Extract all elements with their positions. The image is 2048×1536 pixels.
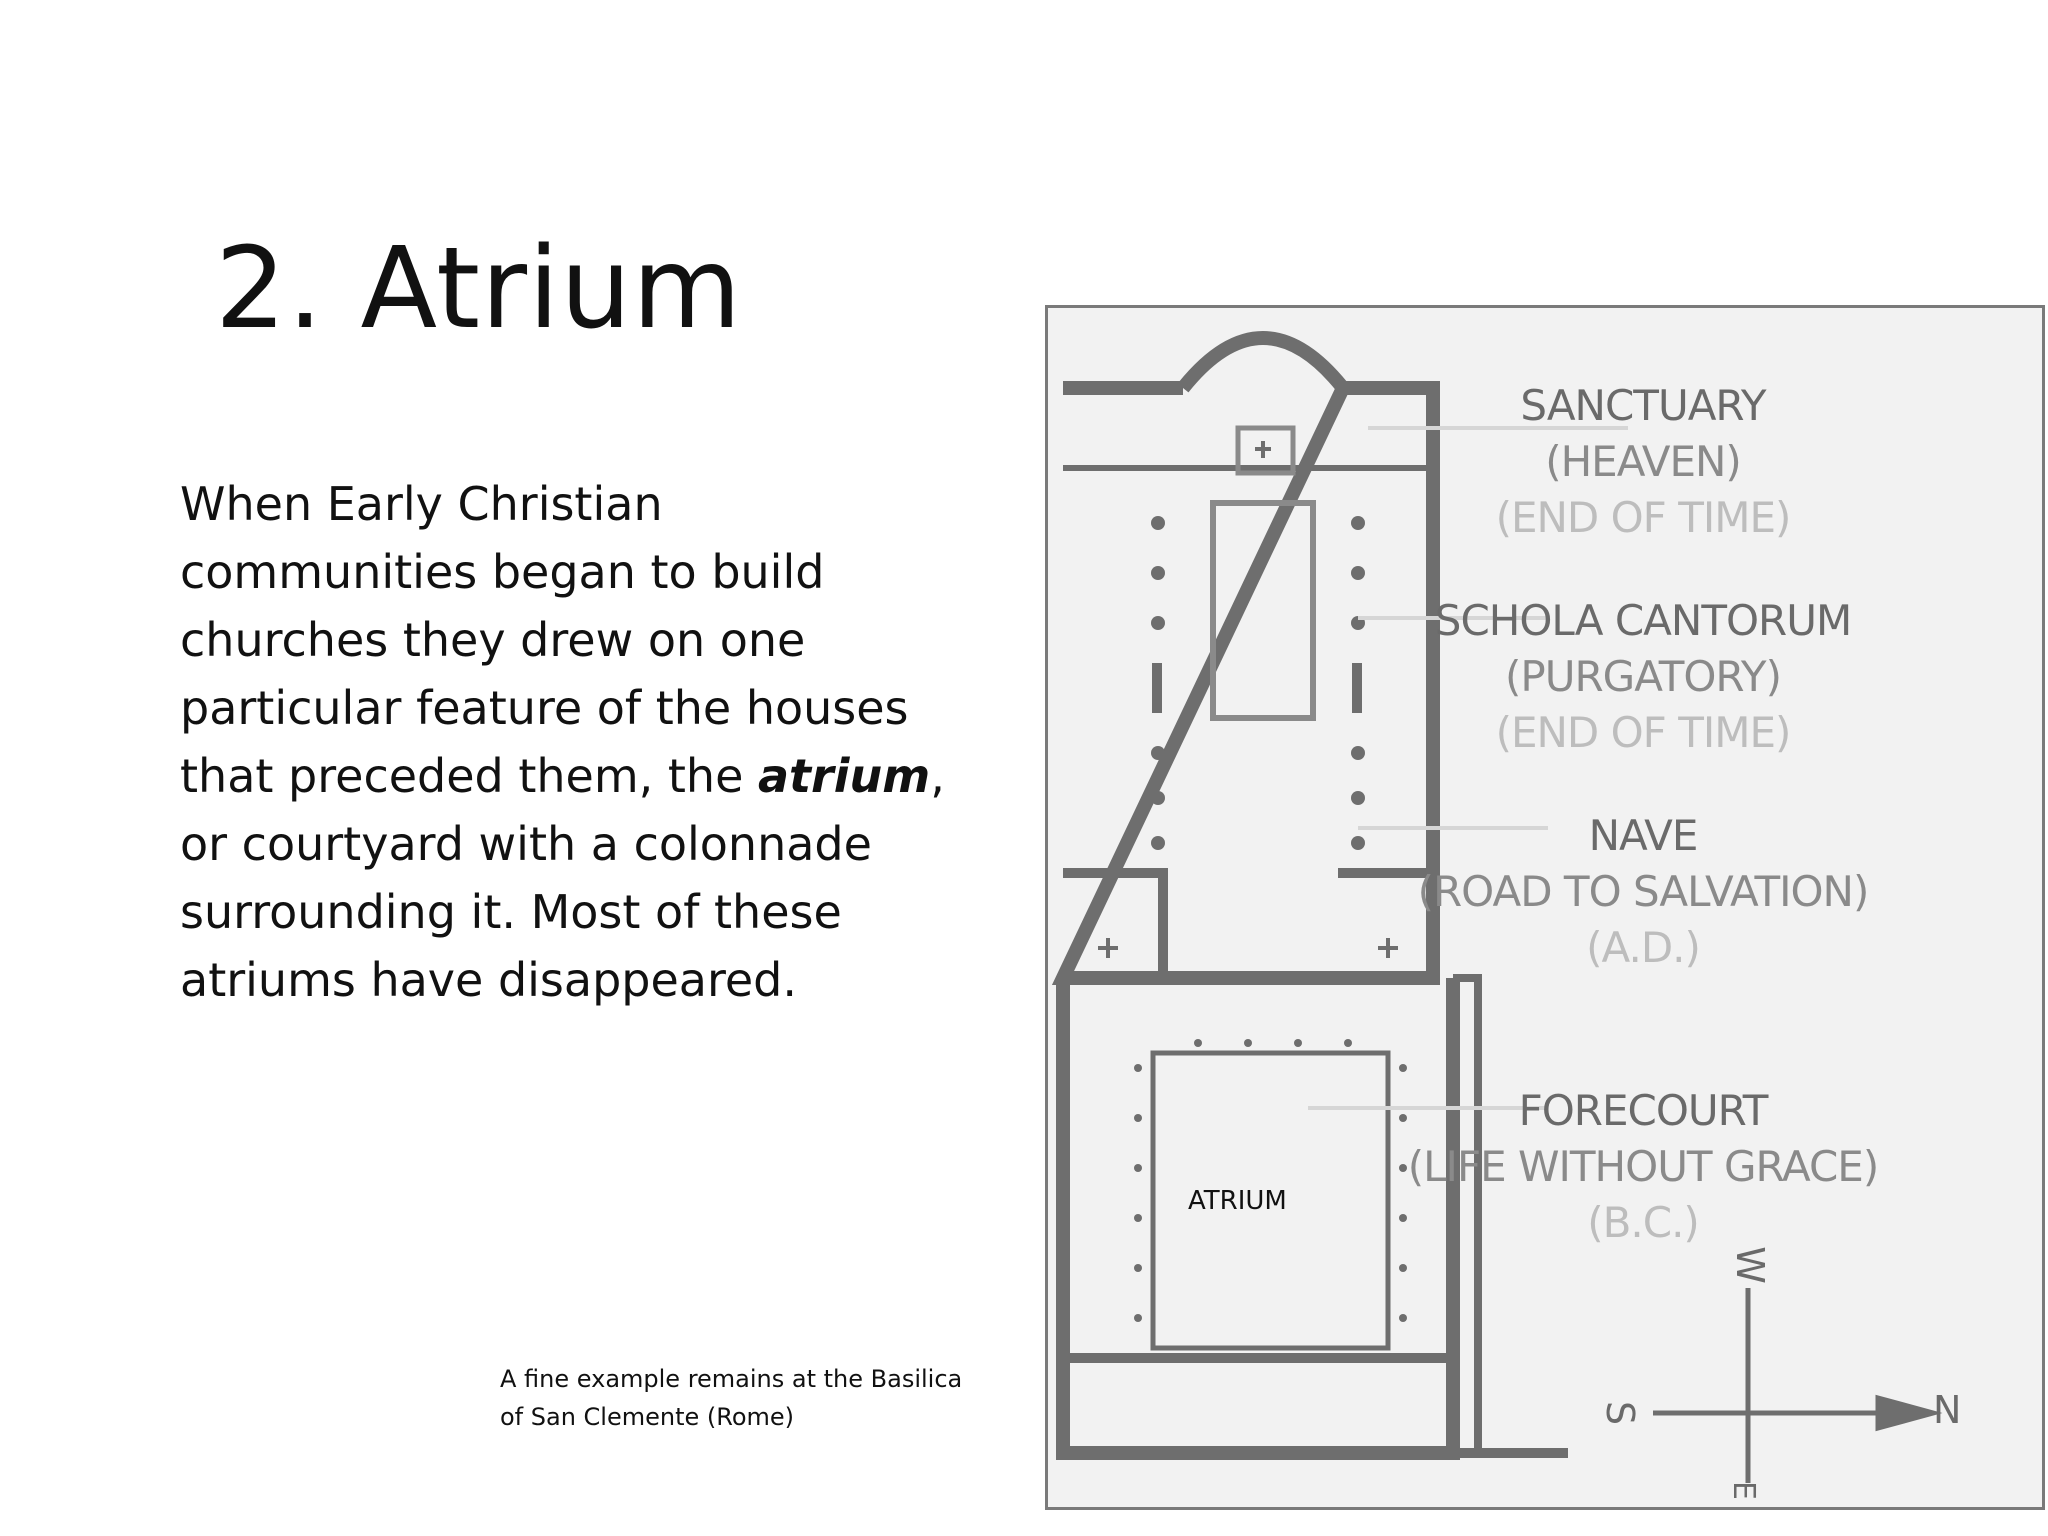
basilica-floor-plan xyxy=(1045,305,2045,1510)
legend-sanctuary-name: SANCTUARY xyxy=(1520,381,1766,430)
legend-schola xyxy=(1383,593,1903,761)
legend-nave-meaning: (ROAD TO SALVATION) xyxy=(1417,867,1869,916)
body-text-start: When Early Christian communities began to build churches they drew on one particular feature of the houses that preceded them, the xyxy=(180,477,909,803)
slide-title: 2. Atrium xyxy=(215,224,743,354)
body-paragraph xyxy=(180,470,960,1014)
legend-sanctuary xyxy=(1383,378,1903,546)
body-text-end: , or courtyard with a colonnade surrounding it. Most of these atriums have disappeared. xyxy=(180,749,945,1007)
compass-south: S xyxy=(1598,1400,1643,1426)
atrium-label: ATRIUM xyxy=(1188,1186,1287,1216)
legend-nave-time: (A.D.) xyxy=(1586,923,1700,972)
legend-forecourt-name: FORECOURT xyxy=(1518,1086,1768,1135)
church-wall xyxy=(1063,388,1433,978)
compass-north: N xyxy=(1933,1388,1962,1432)
caption-line-2: of San Clemente (Rome) xyxy=(500,1403,795,1431)
compass-rose xyxy=(1653,1288,1933,1483)
legend-forecourt xyxy=(1383,1083,1903,1251)
compass-east: E xyxy=(1725,1481,1761,1500)
legend-nave xyxy=(1383,808,1903,976)
legend-schola-name: SCHOLA CANTORUM xyxy=(1434,596,1852,645)
schola-cantorum xyxy=(1213,503,1313,718)
apse-wall xyxy=(1183,338,1343,388)
legend-sanctuary-time: (END OF TIME) xyxy=(1495,493,1791,542)
image-caption xyxy=(500,1360,1000,1436)
compass-west: W xyxy=(1727,1246,1772,1284)
legend-forecourt-time: (B.C.) xyxy=(1587,1198,1699,1247)
body-emphasis: atrium xyxy=(758,749,931,803)
legend-schola-time: (END OF TIME) xyxy=(1495,708,1791,757)
legend-schola-meaning: (PURGATORY) xyxy=(1505,652,1781,701)
caption-line-1: A fine example remains at the Basilica xyxy=(500,1365,963,1393)
legend-forecourt-meaning: (LIFE WITHOUT GRACE) xyxy=(1407,1142,1879,1191)
legend-sanctuary-meaning: (HEAVEN) xyxy=(1545,437,1741,486)
legend-nave-name: NAVE xyxy=(1588,811,1698,860)
